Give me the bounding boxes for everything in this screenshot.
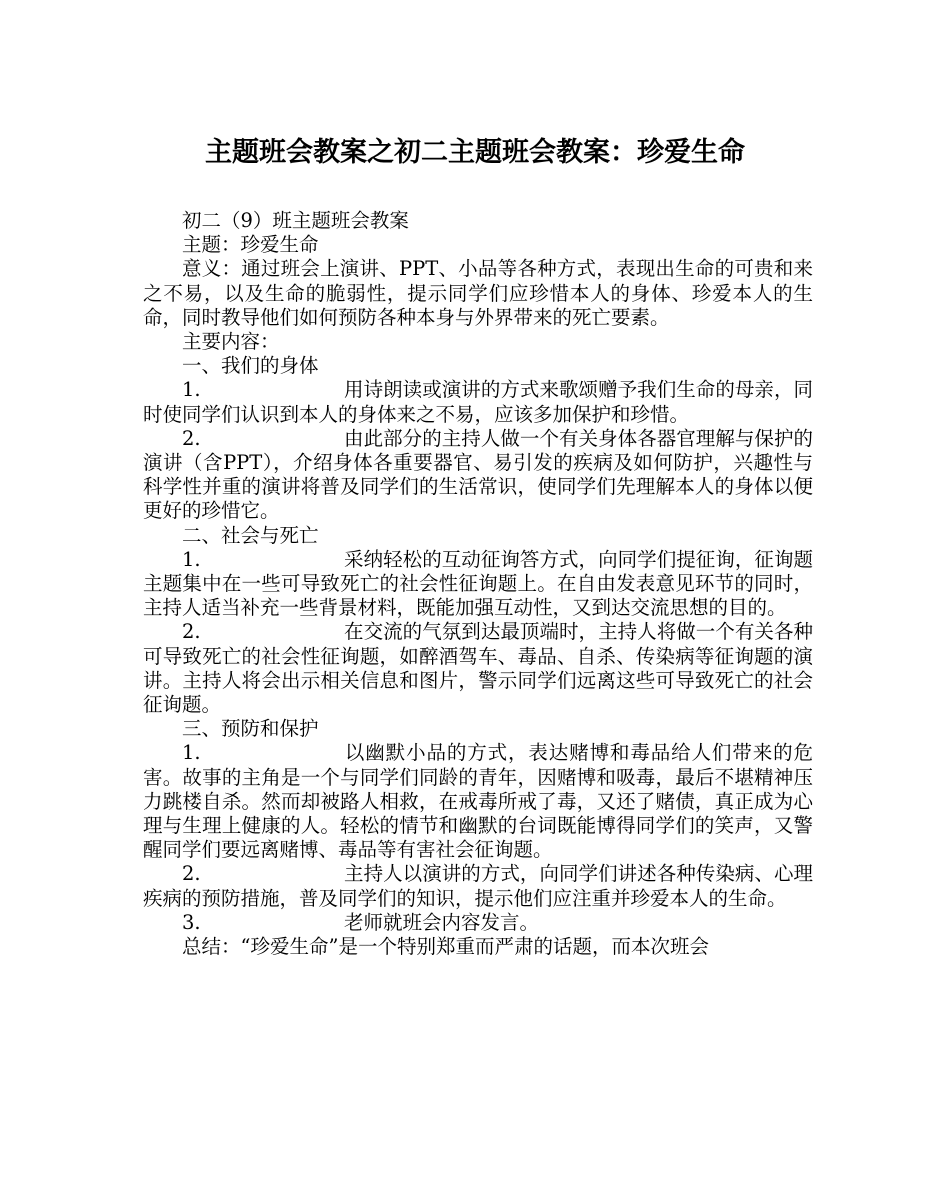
list-item bbox=[143, 620, 813, 717]
item-text: 主持人以演讲的方式，向同学们讲述各种传染病、心理疾病的预防措施，普及同学们的知识，提示他们应注重并珍爱本人的生命。 bbox=[143, 862, 813, 910]
item-text: 由此部分的主持人做一个有关身体各器官理解与保护的演讲（含PPT），介绍身体各重要器官、易引发的疾病及如何防护，兴趣性与科学性并重的演讲将普及同学们的生活常识，使同学们先理解本人的身体以便更好的珍惜它。 bbox=[143, 426, 813, 523]
main-content-label: 主要内容： bbox=[182, 330, 280, 354]
list-item bbox=[143, 862, 813, 910]
section-heading: 二、社会与死亡 bbox=[182, 523, 319, 547]
item-number: 2. bbox=[182, 862, 201, 886]
page-title: 主题班会教案之初二主题班会教案：珍爱生命 bbox=[205, 137, 745, 168]
item-text: 在交流的气氛到达最顶端时，主持人将做一个有关各种可导致死亡的社会性征询题，如醉酒驾车、毒品、自杀、传染病等征询题的演讲。主持人将会出示相关信息和图片，警示同学们远离这些可导致死亡的社会征询题。 bbox=[143, 620, 813, 717]
item-number: 1. bbox=[182, 741, 201, 765]
class-line: 初二（9）班主题班会教案 bbox=[182, 209, 409, 232]
meaning-paragraph: 意义：通过班会上演讲、PPT、小品等各种方式，表现出生命的可贵和来之不易，以及生命的脆弱性，提示同学们应珍惜本人的身体、珍爱本人的生命，同时教导他们如何预防各种本身与外界带来的死亡要素。 bbox=[143, 257, 813, 329]
item-number: 1. bbox=[182, 378, 201, 402]
section-heading: 三、预防和保护 bbox=[182, 717, 319, 741]
item-text: 老师就班会内容发言。 bbox=[344, 910, 540, 934]
summary-paragraph: 总结：“珍爱生命”是一个特别郑重而严肃的话题，而本次班会 bbox=[182, 935, 709, 959]
item-text: 以幽默小品的方式，表达赌博和毒品给人们带来的危害。故事的主角是一个与同学们同龄的青年，因赌博和吸毒，最后不堪精神压力跳楼自杀。然而却被路人相救，在戒毒所戒了毒，又还了赌债，真正成为心理与生理上健康的人。轻松的情节和幽默的台词既能博得同学们的笑声，又警醒同学们要远离赌博、毒品等有害社会征询题。 bbox=[143, 741, 813, 862]
document-body bbox=[143, 209, 813, 959]
item-text: 采纳轻松的互动征询答方式，向同学们提征询，征询题主题集中在一些可导致死亡的社会性征询题上。在自由发表意见环节的同时，主持人适当补充一些背景材料，既能加强互动性，又到达交流思想的目的。 bbox=[143, 547, 813, 620]
item-number: 1. bbox=[182, 547, 201, 571]
section-heading: 一、我们的身体 bbox=[182, 354, 319, 378]
list-item bbox=[143, 911, 813, 935]
item-text: 用诗朗读或演讲的方式来歌颂赠予我们生命的母亲，同时使同学们认识到本人的身体来之不易，应该多加保护和珍惜。 bbox=[143, 378, 813, 426]
list-item bbox=[143, 548, 813, 621]
item-number: 2. bbox=[182, 426, 201, 450]
theme-line: 主题：珍爱生命 bbox=[182, 233, 319, 257]
list-item bbox=[143, 741, 813, 862]
item-number: 2. bbox=[182, 620, 201, 644]
item-number: 3. bbox=[182, 910, 201, 934]
list-item bbox=[143, 427, 813, 524]
list-item bbox=[143, 378, 813, 426]
